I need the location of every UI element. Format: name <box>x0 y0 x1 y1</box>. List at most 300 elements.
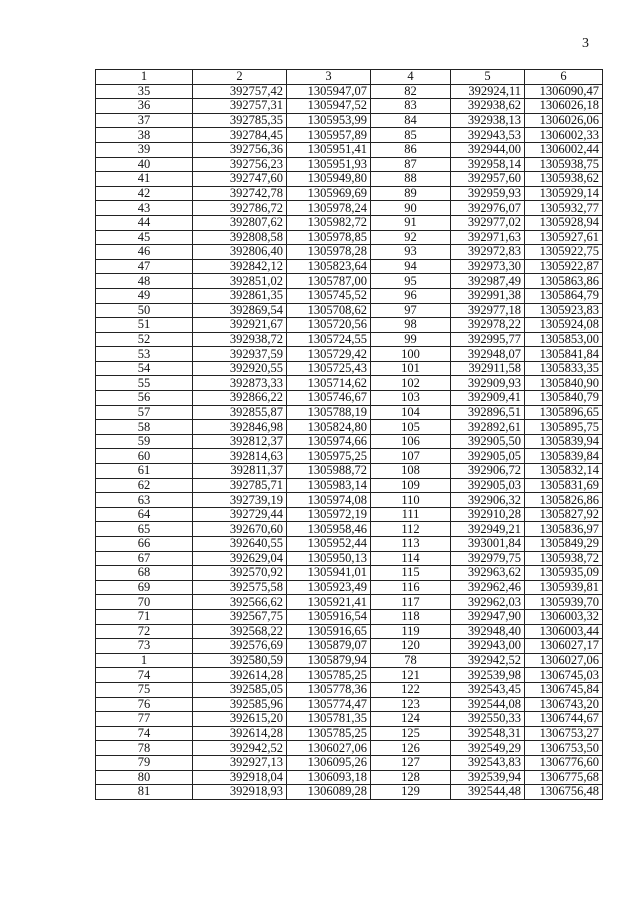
x-coordinate-cell: 392948,07 <box>451 347 525 362</box>
x-coordinate-cell: 392786,72 <box>193 201 287 216</box>
point-number-cell: 1 <box>96 653 193 668</box>
table-row <box>96 186 603 201</box>
point-number-cell: 48 <box>96 274 193 289</box>
x-coordinate-cell: 392873,33 <box>193 376 287 391</box>
x-coordinate-cell: 392896,51 <box>451 405 525 420</box>
point-number-cell: 69 <box>96 580 193 595</box>
x-coordinate-cell: 392909,41 <box>451 391 525 406</box>
table-row <box>96 201 603 216</box>
y-coordinate-cell: 1306089,28 <box>287 785 371 800</box>
x-coordinate-cell: 392995,77 <box>451 332 525 347</box>
y-coordinate-cell: 1306003,32 <box>525 609 603 624</box>
y-coordinate-cell: 1306026,06 <box>525 113 603 128</box>
point-number-cell: 45 <box>96 230 193 245</box>
table-row <box>96 639 603 654</box>
y-coordinate-cell: 1305935,09 <box>525 566 603 581</box>
y-coordinate-cell: 1306753,50 <box>525 741 603 756</box>
x-coordinate-cell: 392851,02 <box>193 274 287 289</box>
y-coordinate-cell: 1306743,20 <box>525 697 603 712</box>
table-row <box>96 478 603 493</box>
x-coordinate-cell: 392811,37 <box>193 464 287 479</box>
y-coordinate-cell: 1305969,69 <box>287 186 371 201</box>
y-coordinate-cell: 1305896,65 <box>525 405 603 420</box>
table-row <box>96 580 603 595</box>
point-number-cell: 87 <box>371 157 451 172</box>
x-coordinate-cell: 392808,58 <box>193 230 287 245</box>
point-number-cell: 55 <box>96 376 193 391</box>
point-number-cell: 73 <box>96 639 193 654</box>
y-coordinate-cell: 1305952,44 <box>287 537 371 552</box>
x-coordinate-cell: 392959,93 <box>451 186 525 201</box>
x-coordinate-cell: 392785,35 <box>193 113 287 128</box>
table-header-row <box>96 70 603 85</box>
x-coordinate-cell: 392938,13 <box>451 113 525 128</box>
table-row <box>96 449 603 464</box>
column-header: 6 <box>525 70 603 85</box>
table-row <box>96 332 603 347</box>
point-number-cell: 120 <box>371 639 451 654</box>
x-coordinate-cell: 392846,98 <box>193 420 287 435</box>
x-coordinate-cell: 392911,58 <box>451 361 525 376</box>
x-coordinate-cell: 392629,04 <box>193 551 287 566</box>
point-number-cell: 78 <box>96 741 193 756</box>
y-coordinate-cell: 1305939,70 <box>525 595 603 610</box>
y-coordinate-cell: 1305839,94 <box>525 434 603 449</box>
point-number-cell: 39 <box>96 142 193 157</box>
y-coordinate-cell: 1305720,56 <box>287 318 371 333</box>
y-coordinate-cell: 1305928,94 <box>525 215 603 230</box>
point-number-cell: 85 <box>371 128 451 143</box>
y-coordinate-cell: 1306003,44 <box>525 624 603 639</box>
point-number-cell: 107 <box>371 449 451 464</box>
y-coordinate-cell: 1305864,79 <box>525 288 603 303</box>
point-number-cell: 84 <box>371 113 451 128</box>
x-coordinate-cell: 392987,49 <box>451 274 525 289</box>
x-coordinate-cell: 392905,05 <box>451 449 525 464</box>
table-row <box>96 84 603 99</box>
table-row <box>96 682 603 697</box>
x-coordinate-cell: 392566,62 <box>193 595 287 610</box>
x-coordinate-cell: 392544,08 <box>451 697 525 712</box>
point-number-cell: 42 <box>96 186 193 201</box>
point-number-cell: 82 <box>371 84 451 99</box>
table-row <box>96 259 603 274</box>
x-coordinate-cell: 392962,03 <box>451 595 525 610</box>
table-row <box>96 755 603 770</box>
x-coordinate-cell: 392739,19 <box>193 493 287 508</box>
x-coordinate-cell: 392971,63 <box>451 230 525 245</box>
y-coordinate-cell: 1305895,75 <box>525 420 603 435</box>
x-coordinate-cell: 392855,87 <box>193 405 287 420</box>
point-number-cell: 59 <box>96 434 193 449</box>
point-number-cell: 103 <box>371 391 451 406</box>
y-coordinate-cell: 1305922,87 <box>525 259 603 274</box>
point-number-cell: 101 <box>371 361 451 376</box>
x-coordinate-cell: 392756,36 <box>193 142 287 157</box>
column-header: 1 <box>96 70 193 85</box>
table-row <box>96 391 603 406</box>
table-row <box>96 99 603 114</box>
y-coordinate-cell: 1305826,86 <box>525 493 603 508</box>
y-coordinate-cell: 1305827,92 <box>525 507 603 522</box>
point-number-cell: 129 <box>371 785 451 800</box>
x-coordinate-cell: 392910,28 <box>451 507 525 522</box>
point-number-cell: 35 <box>96 84 193 99</box>
point-number-cell: 128 <box>371 770 451 785</box>
x-coordinate-cell: 392544,48 <box>451 785 525 800</box>
point-number-cell: 127 <box>371 755 451 770</box>
x-coordinate-cell: 392976,07 <box>451 201 525 216</box>
point-number-cell: 115 <box>371 566 451 581</box>
y-coordinate-cell: 1305988,72 <box>287 464 371 479</box>
y-coordinate-cell: 1305916,54 <box>287 609 371 624</box>
point-number-cell: 62 <box>96 478 193 493</box>
y-coordinate-cell: 1306776,60 <box>525 755 603 770</box>
point-number-cell: 100 <box>371 347 451 362</box>
y-coordinate-cell: 1305729,42 <box>287 347 371 362</box>
table-row <box>96 434 603 449</box>
point-number-cell: 74 <box>96 668 193 683</box>
table-row <box>96 537 603 552</box>
x-coordinate-cell: 392962,46 <box>451 580 525 595</box>
point-number-cell: 123 <box>371 697 451 712</box>
point-number-cell: 108 <box>371 464 451 479</box>
y-coordinate-cell: 1305958,46 <box>287 522 371 537</box>
y-coordinate-cell: 1305840,90 <box>525 376 603 391</box>
x-coordinate-cell: 392543,45 <box>451 682 525 697</box>
table-row <box>96 464 603 479</box>
x-coordinate-cell: 392640,55 <box>193 537 287 552</box>
point-number-cell: 97 <box>371 303 451 318</box>
point-number-cell: 53 <box>96 347 193 362</box>
y-coordinate-cell: 1305978,28 <box>287 245 371 260</box>
x-coordinate-cell: 392963,62 <box>451 566 525 581</box>
point-number-cell: 92 <box>371 230 451 245</box>
x-coordinate-cell: 392585,05 <box>193 682 287 697</box>
x-coordinate-cell: 392938,72 <box>193 332 287 347</box>
y-coordinate-cell: 1305787,00 <box>287 274 371 289</box>
x-coordinate-cell: 392948,40 <box>451 624 525 639</box>
x-coordinate-cell: 392918,93 <box>193 785 287 800</box>
table-row <box>96 712 603 727</box>
y-coordinate-cell: 1305922,75 <box>525 245 603 260</box>
x-coordinate-cell: 392892,61 <box>451 420 525 435</box>
point-number-cell: 117 <box>371 595 451 610</box>
y-coordinate-cell: 1306002,33 <box>525 128 603 143</box>
x-coordinate-cell: 392972,83 <box>451 245 525 260</box>
point-number-cell: 91 <box>371 215 451 230</box>
y-coordinate-cell: 1305923,83 <box>525 303 603 318</box>
table-row <box>96 274 603 289</box>
point-number-cell: 90 <box>371 201 451 216</box>
point-number-cell: 74 <box>96 726 193 741</box>
point-number-cell: 51 <box>96 318 193 333</box>
y-coordinate-cell: 1305916,65 <box>287 624 371 639</box>
point-number-cell: 88 <box>371 172 451 187</box>
x-coordinate-cell: 392918,04 <box>193 770 287 785</box>
x-coordinate-cell: 392979,75 <box>451 551 525 566</box>
x-coordinate-cell: 392543,83 <box>451 755 525 770</box>
x-coordinate-cell: 392842,12 <box>193 259 287 274</box>
table-row <box>96 303 603 318</box>
x-coordinate-cell: 392747,60 <box>193 172 287 187</box>
y-coordinate-cell: 1305974,08 <box>287 493 371 508</box>
y-coordinate-cell: 1305863,86 <box>525 274 603 289</box>
point-number-cell: 116 <box>371 580 451 595</box>
point-number-cell: 93 <box>371 245 451 260</box>
table-row <box>96 215 603 230</box>
point-number-cell: 79 <box>96 755 193 770</box>
y-coordinate-cell: 1306095,26 <box>287 755 371 770</box>
table-row <box>96 741 603 756</box>
table-row <box>96 142 603 157</box>
y-coordinate-cell: 1305983,14 <box>287 478 371 493</box>
y-coordinate-cell: 1305947,52 <box>287 99 371 114</box>
column-header: 2 <box>193 70 287 85</box>
table-row <box>96 726 603 741</box>
y-coordinate-cell: 1305949,80 <box>287 172 371 187</box>
x-coordinate-cell: 392942,52 <box>193 741 287 756</box>
y-coordinate-cell: 1305974,66 <box>287 434 371 449</box>
table-row <box>96 668 603 683</box>
x-coordinate-cell: 392742,78 <box>193 186 287 201</box>
x-coordinate-cell: 392978,22 <box>451 318 525 333</box>
x-coordinate-cell: 392568,22 <box>193 624 287 639</box>
page-number: 3 <box>582 36 589 51</box>
column-header: 3 <box>287 70 371 85</box>
x-coordinate-cell: 392909,93 <box>451 376 525 391</box>
x-coordinate-cell: 392806,40 <box>193 245 287 260</box>
y-coordinate-cell: 1306027,06 <box>287 741 371 756</box>
point-number-cell: 60 <box>96 449 193 464</box>
x-coordinate-cell: 392757,42 <box>193 84 287 99</box>
y-coordinate-cell: 1306002,44 <box>525 142 603 157</box>
point-number-cell: 50 <box>96 303 193 318</box>
x-coordinate-cell: 392812,37 <box>193 434 287 449</box>
x-coordinate-cell: 392937,59 <box>193 347 287 362</box>
point-number-cell: 113 <box>371 537 451 552</box>
x-coordinate-cell: 392924,11 <box>451 84 525 99</box>
table-row <box>96 507 603 522</box>
point-number-cell: 43 <box>96 201 193 216</box>
y-coordinate-cell: 1305781,35 <box>287 712 371 727</box>
table-row <box>96 347 603 362</box>
y-coordinate-cell: 1305924,08 <box>525 318 603 333</box>
point-number-cell: 70 <box>96 595 193 610</box>
y-coordinate-cell: 1305785,25 <box>287 726 371 741</box>
y-coordinate-cell: 1305788,19 <box>287 405 371 420</box>
table-row <box>96 113 603 128</box>
x-coordinate-cell: 392921,67 <box>193 318 287 333</box>
table-row <box>96 420 603 435</box>
coordinates-table-body <box>96 70 603 800</box>
y-coordinate-cell: 1306775,68 <box>525 770 603 785</box>
x-coordinate-cell: 393001,84 <box>451 537 525 552</box>
point-number-cell: 47 <box>96 259 193 274</box>
y-coordinate-cell: 1306090,47 <box>525 84 603 99</box>
y-coordinate-cell: 1305951,93 <box>287 157 371 172</box>
table-row <box>96 172 603 187</box>
table-row <box>96 493 603 508</box>
y-coordinate-cell: 1305724,55 <box>287 332 371 347</box>
point-number-cell: 83 <box>371 99 451 114</box>
point-number-cell: 67 <box>96 551 193 566</box>
x-coordinate-cell: 392944,00 <box>451 142 525 157</box>
table-row <box>96 157 603 172</box>
table-row <box>96 566 603 581</box>
x-coordinate-cell: 392943,00 <box>451 639 525 654</box>
y-coordinate-cell: 1305950,13 <box>287 551 371 566</box>
point-number-cell: 112 <box>371 522 451 537</box>
y-coordinate-cell: 1306093,18 <box>287 770 371 785</box>
point-number-cell: 61 <box>96 464 193 479</box>
point-number-cell: 49 <box>96 288 193 303</box>
point-number-cell: 37 <box>96 113 193 128</box>
y-coordinate-cell: 1305840,79 <box>525 391 603 406</box>
point-number-cell: 56 <box>96 391 193 406</box>
x-coordinate-cell: 392905,03 <box>451 478 525 493</box>
y-coordinate-cell: 1305839,84 <box>525 449 603 464</box>
table-row <box>96 770 603 785</box>
x-coordinate-cell: 392991,38 <box>451 288 525 303</box>
y-coordinate-cell: 1306753,27 <box>525 726 603 741</box>
point-number-cell: 66 <box>96 537 193 552</box>
point-number-cell: 99 <box>371 332 451 347</box>
y-coordinate-cell: 1305823,64 <box>287 259 371 274</box>
y-coordinate-cell: 1305774,47 <box>287 697 371 712</box>
x-coordinate-cell: 392615,20 <box>193 712 287 727</box>
x-coordinate-cell: 392861,35 <box>193 288 287 303</box>
table-row <box>96 128 603 143</box>
point-number-cell: 125 <box>371 726 451 741</box>
x-coordinate-cell: 392614,28 <box>193 726 287 741</box>
point-number-cell: 52 <box>96 332 193 347</box>
y-coordinate-cell: 1305833,35 <box>525 361 603 376</box>
table-row <box>96 785 603 800</box>
y-coordinate-cell: 1305938,72 <box>525 551 603 566</box>
y-coordinate-cell: 1305745,52 <box>287 288 371 303</box>
point-number-cell: 41 <box>96 172 193 187</box>
x-coordinate-cell: 392580,59 <box>193 653 287 668</box>
x-coordinate-cell: 392905,50 <box>451 434 525 449</box>
point-number-cell: 75 <box>96 682 193 697</box>
y-coordinate-cell: 1305879,94 <box>287 653 371 668</box>
point-number-cell: 121 <box>371 668 451 683</box>
y-coordinate-cell: 1305957,89 <box>287 128 371 143</box>
point-number-cell: 89 <box>371 186 451 201</box>
point-number-cell: 94 <box>371 259 451 274</box>
y-coordinate-cell: 1305972,19 <box>287 507 371 522</box>
point-number-cell: 104 <box>371 405 451 420</box>
y-coordinate-cell: 1306745,84 <box>525 682 603 697</box>
x-coordinate-cell: 392549,29 <box>451 741 525 756</box>
y-coordinate-cell: 1305824,80 <box>287 420 371 435</box>
point-number-cell: 105 <box>371 420 451 435</box>
point-number-cell: 71 <box>96 609 193 624</box>
x-coordinate-cell: 392906,32 <box>451 493 525 508</box>
x-coordinate-cell: 392570,92 <box>193 566 287 581</box>
point-number-cell: 95 <box>371 274 451 289</box>
y-coordinate-cell: 1306027,06 <box>525 653 603 668</box>
point-number-cell: 111 <box>371 507 451 522</box>
x-coordinate-cell: 392957,60 <box>451 172 525 187</box>
point-number-cell: 110 <box>371 493 451 508</box>
point-number-cell: 122 <box>371 682 451 697</box>
y-coordinate-cell: 1305778,36 <box>287 682 371 697</box>
y-coordinate-cell: 1305975,25 <box>287 449 371 464</box>
table-row <box>96 318 603 333</box>
y-coordinate-cell: 1305953,99 <box>287 113 371 128</box>
table-row <box>96 405 603 420</box>
y-coordinate-cell: 1305927,61 <box>525 230 603 245</box>
x-coordinate-cell: 392947,90 <box>451 609 525 624</box>
table-row <box>96 288 603 303</box>
x-coordinate-cell: 392539,98 <box>451 668 525 683</box>
x-coordinate-cell: 392614,28 <box>193 668 287 683</box>
x-coordinate-cell: 392539,94 <box>451 770 525 785</box>
point-number-cell: 58 <box>96 420 193 435</box>
table-row <box>96 697 603 712</box>
table-row <box>96 653 603 668</box>
table-row <box>96 376 603 391</box>
point-number-cell: 78 <box>371 653 451 668</box>
table-row <box>96 609 603 624</box>
y-coordinate-cell: 1306026,18 <box>525 99 603 114</box>
y-coordinate-cell: 1305879,07 <box>287 639 371 654</box>
x-coordinate-cell: 392977,18 <box>451 303 525 318</box>
point-number-cell: 80 <box>96 770 193 785</box>
table-row <box>96 551 603 566</box>
x-coordinate-cell: 392869,54 <box>193 303 287 318</box>
y-coordinate-cell: 1306745,03 <box>525 668 603 683</box>
x-coordinate-cell: 392949,21 <box>451 522 525 537</box>
point-number-cell: 102 <box>371 376 451 391</box>
point-number-cell: 98 <box>371 318 451 333</box>
point-number-cell: 124 <box>371 712 451 727</box>
x-coordinate-cell: 392973,30 <box>451 259 525 274</box>
x-coordinate-cell: 392729,44 <box>193 507 287 522</box>
point-number-cell: 44 <box>96 215 193 230</box>
y-coordinate-cell: 1305725,43 <box>287 361 371 376</box>
x-coordinate-cell: 392958,14 <box>451 157 525 172</box>
point-number-cell: 126 <box>371 741 451 756</box>
point-number-cell: 81 <box>96 785 193 800</box>
point-number-cell: 65 <box>96 522 193 537</box>
y-coordinate-cell: 1305853,00 <box>525 332 603 347</box>
y-coordinate-cell: 1305978,24 <box>287 201 371 216</box>
y-coordinate-cell: 1305785,25 <box>287 668 371 683</box>
x-coordinate-cell: 392942,52 <box>451 653 525 668</box>
y-coordinate-cell: 1305932,77 <box>525 201 603 216</box>
table-row <box>96 595 603 610</box>
x-coordinate-cell: 392938,62 <box>451 99 525 114</box>
y-coordinate-cell: 1305831,69 <box>525 478 603 493</box>
y-coordinate-cell: 1305836,97 <box>525 522 603 537</box>
point-number-cell: 54 <box>96 361 193 376</box>
x-coordinate-cell: 392814,63 <box>193 449 287 464</box>
column-header: 4 <box>371 70 451 85</box>
point-number-cell: 76 <box>96 697 193 712</box>
coordinates-table <box>95 69 603 800</box>
y-coordinate-cell: 1305929,14 <box>525 186 603 201</box>
point-number-cell: 46 <box>96 245 193 260</box>
x-coordinate-cell: 392757,31 <box>193 99 287 114</box>
x-coordinate-cell: 392866,22 <box>193 391 287 406</box>
point-number-cell: 72 <box>96 624 193 639</box>
y-coordinate-cell: 1305841,84 <box>525 347 603 362</box>
table-row <box>96 230 603 245</box>
x-coordinate-cell: 392785,71 <box>193 478 287 493</box>
